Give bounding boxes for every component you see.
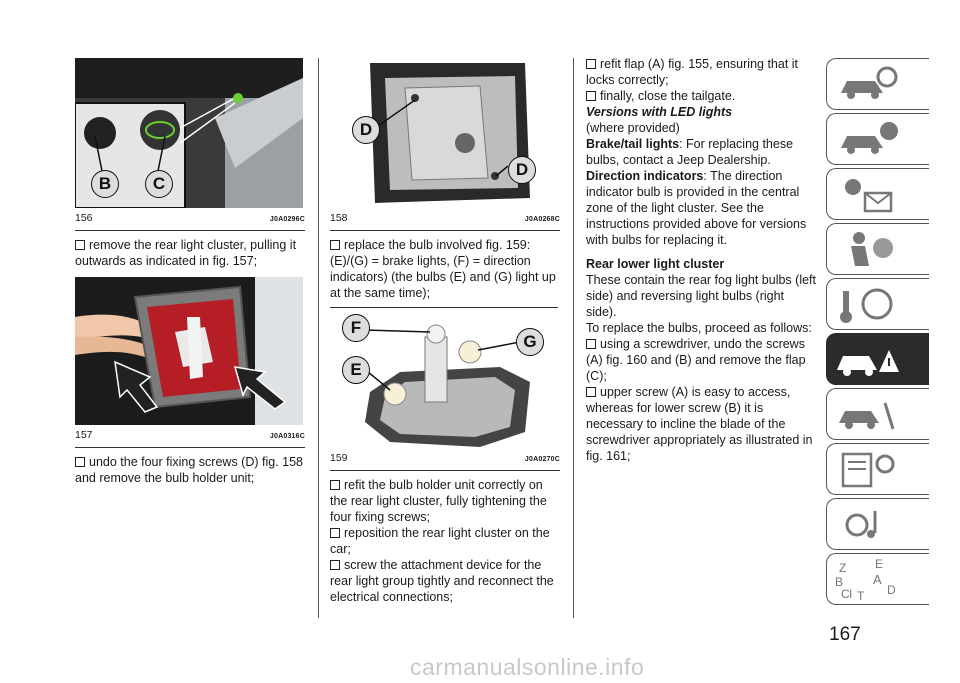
figure-code: J0A0296C bbox=[269, 216, 305, 223]
direction-indicators-label: Direction indicators bbox=[586, 169, 704, 183]
proceed-text: To replace the bulbs, proceed as follows: bbox=[586, 321, 812, 335]
index-icon bbox=[827, 554, 907, 604]
callout-e: E bbox=[342, 356, 370, 384]
figure-157-image bbox=[75, 277, 303, 425]
section-heading-lower-cluster: Rear lower light cluster bbox=[586, 257, 725, 271]
figure-number: 156 bbox=[75, 212, 93, 224]
chapter-tab-service[interactable] bbox=[826, 388, 929, 440]
step-close-tailgate bbox=[586, 88, 818, 104]
index-letter-b: B bbox=[835, 575, 844, 589]
index-letter-i: I bbox=[849, 587, 853, 601]
step-text: refit flap (A) fig. 155, ensuring that it locks correctly; bbox=[586, 57, 799, 87]
chapter-tab-starting[interactable] bbox=[826, 278, 929, 330]
callout-b: B bbox=[91, 170, 119, 198]
chapter-tab-multimedia[interactable] bbox=[826, 498, 929, 550]
brake-lights-text: : For replacing these bulbs, contact a Jeep Dealership. bbox=[586, 137, 794, 167]
bullet-box-icon bbox=[586, 91, 596, 101]
callout-g: G bbox=[516, 328, 544, 356]
direction-indicators-text: : The direction indicator bulb is provided in the central zone of the light cluster. See the instructions provided above for versions with bulbs for replacing it. bbox=[586, 169, 807, 247]
brake-lights-label: Brake/tail lights bbox=[586, 137, 680, 151]
car-service-icon bbox=[827, 389, 907, 439]
index-letter-z: Z bbox=[839, 561, 847, 575]
bullet-box-icon bbox=[75, 457, 85, 467]
emergency-car-icon bbox=[827, 334, 907, 384]
step-text: remove the rear light cluster, pulling it outwards as indicated in fig. 157; bbox=[75, 238, 297, 268]
step-screw-access bbox=[586, 384, 818, 464]
figure-159-caption bbox=[330, 448, 560, 471]
figure-159 bbox=[330, 312, 558, 448]
bullet-box-icon bbox=[330, 240, 340, 250]
page-number: 167 bbox=[829, 624, 861, 645]
index-letter-t: T bbox=[857, 589, 865, 603]
bullet-box-icon bbox=[586, 339, 596, 349]
figure-158-caption bbox=[330, 208, 560, 231]
figure-158 bbox=[330, 58, 558, 208]
callout-d-right: D bbox=[508, 156, 536, 184]
chapter-tab-safety[interactable] bbox=[826, 223, 929, 275]
car-dashboard-icon bbox=[827, 59, 907, 109]
step-text: refit the bulb holder unit correctly on the rear light cluster, fully tightening the four fixing screws; bbox=[330, 478, 547, 524]
chapter-tab-emergency[interactable] bbox=[826, 333, 929, 385]
index-letter-d: D bbox=[887, 583, 896, 597]
watermark: carmanualsonline.info bbox=[410, 654, 645, 680]
step-text: finally, close the tailgate. bbox=[600, 89, 736, 103]
technical-data-icon bbox=[827, 444, 907, 494]
step-text: screw the attachment device for the rear light group tightly and reconnect the electrical connections; bbox=[330, 558, 554, 604]
column-1 bbox=[75, 58, 305, 486]
bullet-box-icon bbox=[586, 59, 596, 69]
figure-157 bbox=[75, 277, 303, 425]
step-refit-holder bbox=[330, 477, 560, 525]
index-letter-c: C bbox=[841, 587, 850, 601]
bullet-box-icon bbox=[330, 528, 340, 538]
step-text: reposition the rear light cluster on the car; bbox=[330, 526, 550, 556]
where-provided-note: (where provided) bbox=[586, 121, 680, 135]
figure-156 bbox=[75, 58, 303, 208]
section-heading-led: Versions with LED lights bbox=[586, 105, 733, 119]
figure-number: 157 bbox=[75, 429, 93, 441]
figure-156-caption bbox=[75, 208, 305, 231]
figure-code: J0A0268C bbox=[524, 216, 560, 223]
callout-d-left: D bbox=[352, 116, 380, 144]
chapter-tab-technical[interactable] bbox=[826, 443, 929, 495]
step-text: undo the four fixing screws (D) fig. 158 and remove the bulb holder unit; bbox=[75, 455, 303, 485]
lower-cluster-text: These contain the rear fog light bulbs (left side) and reversing light bulbs (right side). bbox=[586, 273, 816, 319]
callout-c: C bbox=[145, 170, 173, 198]
callout-f: F bbox=[342, 314, 370, 342]
step-text: replace the bulb involved fig. 159: (E)/(G) = brake lights, (F) = direction indicators) (the bulbs (E) and (G) light up at the same time); bbox=[330, 238, 556, 300]
figure-number: 158 bbox=[330, 212, 348, 224]
lights-message-icon bbox=[827, 169, 907, 219]
car-info-icon bbox=[827, 114, 907, 164]
step-screw-device bbox=[330, 557, 560, 605]
multimedia-icon bbox=[827, 499, 907, 549]
step-remove-cluster bbox=[75, 237, 305, 269]
direction-indicators-paragraph bbox=[586, 168, 818, 248]
chapter-tab-dashboard[interactable] bbox=[826, 58, 929, 110]
bullet-box-icon bbox=[75, 240, 85, 250]
step-undo-flap-screws bbox=[586, 336, 818, 384]
step-text: upper screw (A) is easy to access, whereas for lower screw (B) it is necessary to incline the blade of the screwdriver appropriately as illustrated in fig. 161; bbox=[586, 385, 813, 463]
steering-start-icon bbox=[827, 279, 907, 329]
step-refit-flap bbox=[586, 56, 818, 88]
airbag-safety-icon bbox=[827, 224, 907, 274]
figure-157-caption bbox=[75, 425, 305, 448]
step-text: using a screwdriver, undo the screws (A) fig. 160 and (B) and remove the flap (C); bbox=[586, 337, 806, 383]
bullet-box-icon bbox=[586, 387, 596, 397]
index-letter-a: A bbox=[873, 572, 882, 587]
column-2 bbox=[330, 58, 560, 605]
column-3 bbox=[586, 56, 818, 464]
column-divider bbox=[573, 58, 574, 618]
step-replace-bulb bbox=[330, 237, 560, 301]
chapter-tab-index[interactable] bbox=[826, 553, 929, 605]
bullet-box-icon bbox=[330, 480, 340, 490]
chapter-tab-car-info[interactable] bbox=[826, 113, 929, 165]
index-letter-e: E bbox=[875, 557, 884, 571]
bullet-box-icon bbox=[330, 560, 340, 570]
figure-number: 159 bbox=[330, 452, 348, 464]
chapter-tab-lights[interactable] bbox=[826, 168, 929, 220]
step-reposition-cluster bbox=[330, 525, 560, 557]
step-undo-screws bbox=[75, 454, 305, 486]
column-divider bbox=[318, 58, 319, 618]
figure-code: J0A0316C bbox=[269, 433, 305, 440]
figure-code: J0A0270C bbox=[524, 456, 560, 463]
brake-lights-paragraph bbox=[586, 136, 818, 168]
